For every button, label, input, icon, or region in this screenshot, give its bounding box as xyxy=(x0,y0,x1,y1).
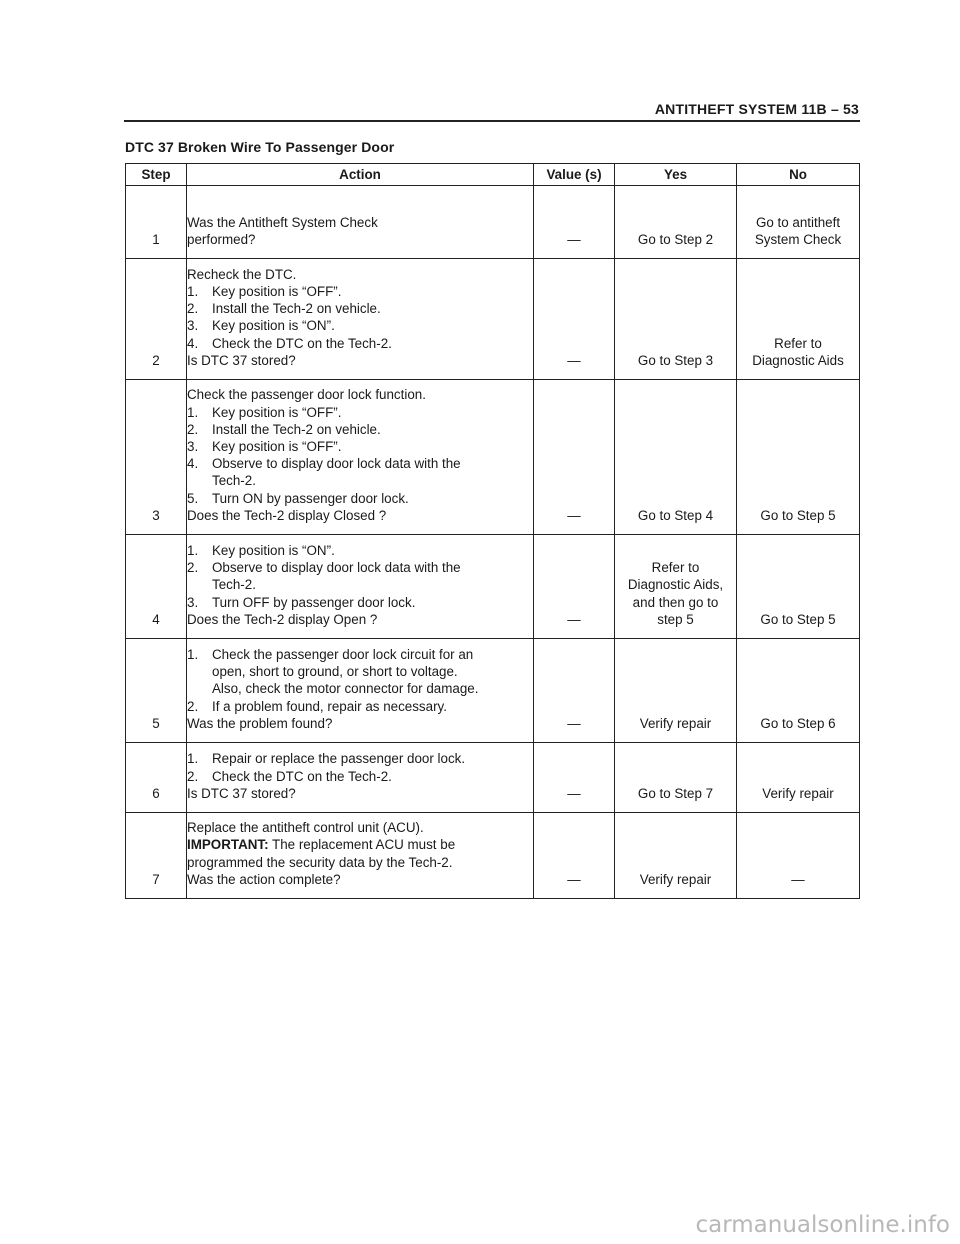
action-step-line: If a problem found, repair as necessary. xyxy=(212,698,447,714)
action-step-number: 1. xyxy=(187,542,199,558)
no-line: Verify repair xyxy=(762,785,834,801)
step-cell: 1 xyxy=(126,186,187,259)
action-step-line: Install the Tech-2 on vehicle. xyxy=(212,421,381,437)
action-step-line: Also, check the motor connector for damage. xyxy=(212,681,479,697)
value-cell: — xyxy=(534,639,615,743)
action-step-item xyxy=(187,438,533,455)
action-step-item xyxy=(187,559,533,593)
action-step-number: 1. xyxy=(187,283,199,299)
action-cell xyxy=(187,639,534,743)
action-cell xyxy=(187,380,534,535)
yes-line: Verify repair xyxy=(639,715,712,731)
important-label: IMPORTANT: xyxy=(187,837,269,853)
action-intro-line: Recheck the DTC. xyxy=(187,266,297,282)
action-step-line: Key position is “ON”. xyxy=(212,318,335,334)
yes-cell xyxy=(615,743,737,813)
value-cell: — xyxy=(534,186,615,259)
action-step-line: Observe to display door lock data with the xyxy=(212,560,461,576)
action-step-item xyxy=(187,300,533,317)
no-cell xyxy=(737,813,860,899)
action-step-item xyxy=(187,421,533,438)
action-step-line: Key position is “ON”. xyxy=(212,542,335,558)
action-step-text xyxy=(212,455,533,489)
action-step-number: 3. xyxy=(187,594,199,610)
yes-line: Go to Step 3 xyxy=(637,352,714,368)
value-cell: — xyxy=(534,813,615,899)
no-cell xyxy=(737,535,860,639)
action-step-item xyxy=(187,646,533,698)
yes-line: Go to Step 2 xyxy=(637,231,714,247)
action-step-line: Tech-2. xyxy=(212,473,256,489)
table-row xyxy=(126,813,860,899)
action-step-text xyxy=(212,317,533,334)
watermark: carmanualsonline.info xyxy=(695,1212,950,1238)
action-step-number: 2. xyxy=(187,698,199,714)
table-row xyxy=(126,639,860,743)
no-line: Go to Step 6 xyxy=(760,715,836,731)
step-cell: 3 xyxy=(126,380,187,535)
action-step-number: 5. xyxy=(187,490,199,506)
action-step-number: 2. xyxy=(187,301,199,317)
action-step-number: 1. xyxy=(187,404,199,420)
yes-line: and then go to xyxy=(632,594,719,610)
action-step-item xyxy=(187,698,533,715)
action-cell xyxy=(187,813,534,899)
step-cell: 5 xyxy=(126,639,187,743)
table-row xyxy=(126,259,860,380)
action-step-item xyxy=(187,594,533,611)
action-step-item xyxy=(187,455,533,489)
action-step-number: 1. xyxy=(187,751,199,767)
action-step-item xyxy=(187,768,533,785)
action-step-line: Turn OFF by passenger door lock. xyxy=(212,594,416,610)
table-row xyxy=(126,380,860,535)
yes-cell xyxy=(615,259,737,380)
action-cell xyxy=(187,743,534,813)
action-step-line: open, short to ground, or short to voltage. xyxy=(212,664,458,680)
action-step-text xyxy=(212,421,533,438)
column-header-value: Value (s) xyxy=(534,164,615,186)
column-header-step: Step xyxy=(126,164,187,186)
table-row xyxy=(126,186,860,259)
action-step-line: Key position is “OFF”. xyxy=(212,283,342,299)
yes-line: Refer to xyxy=(651,560,700,576)
column-header-no: No xyxy=(737,164,860,186)
action-step-number: 2. xyxy=(187,768,199,784)
action-step-number: 2. xyxy=(187,421,199,437)
value-cell: — xyxy=(534,743,615,813)
table-header-row xyxy=(126,164,860,186)
action-question: Is DTC 37 stored? xyxy=(187,785,296,801)
action-step-line: Tech-2. xyxy=(212,577,256,593)
action-cell xyxy=(187,186,534,259)
no-line: — xyxy=(791,871,805,887)
table-body xyxy=(126,186,860,899)
column-header-action: Action xyxy=(187,164,534,186)
no-line: Go to Step 5 xyxy=(760,611,836,627)
table-row xyxy=(126,535,860,639)
value-cell: — xyxy=(534,380,615,535)
no-cell xyxy=(737,743,860,813)
no-cell xyxy=(737,259,860,380)
action-step-item xyxy=(187,283,533,300)
action-step-number: 2. xyxy=(187,560,199,576)
important-note xyxy=(187,836,533,853)
yes-line: Diagnostic Aids, xyxy=(627,577,724,593)
action-step-line: Key position is “OFF”. xyxy=(212,438,342,454)
no-line: Diagnostic Aids xyxy=(752,352,844,368)
page-title: DTC 37 Broken Wire To Passenger Door xyxy=(125,139,395,155)
value-cell: — xyxy=(534,535,615,639)
important-text: The replacement ACU must be xyxy=(268,837,456,853)
action-step-line: Install the Tech-2 on vehicle. xyxy=(212,301,381,317)
action-step-number: 4. xyxy=(187,456,199,472)
action-step-item xyxy=(187,542,533,559)
action-step-item xyxy=(187,404,533,421)
action-step-item xyxy=(187,317,533,334)
action-question: Does the Tech-2 display Open ? xyxy=(187,611,378,627)
yes-line: Verify repair xyxy=(639,871,712,887)
action-step-line: Key position is “OFF”. xyxy=(212,404,342,420)
action-step-number: 1. xyxy=(187,646,199,662)
action-step-item xyxy=(187,335,533,352)
action-question: Was the action complete? xyxy=(187,871,341,887)
action-cell xyxy=(187,259,534,380)
value-cell: — xyxy=(534,259,615,380)
action-step-text xyxy=(212,646,533,698)
yes-cell xyxy=(615,380,737,535)
action-step-text xyxy=(212,750,533,767)
action-question: Was the problem found? xyxy=(187,715,333,731)
action-step-number: 3. xyxy=(187,438,199,454)
yes-line: Go to Step 7 xyxy=(637,785,714,801)
action-step-line: Check the DTC on the Tech-2. xyxy=(212,335,392,351)
step-cell: 4 xyxy=(126,535,187,639)
action-note-line: programmed the security data by the Tech-2. xyxy=(187,854,453,870)
action-step-text xyxy=(212,404,533,421)
no-cell xyxy=(737,380,860,535)
header-rule xyxy=(124,120,860,122)
action-step-number: 3. xyxy=(187,318,199,334)
action-step-number: 4. xyxy=(187,335,199,351)
step-cell: 2 xyxy=(126,259,187,380)
action-step-text xyxy=(212,283,533,300)
action-intro-line: Was the Antitheft System Check xyxy=(187,214,378,230)
no-line: Go to Step 5 xyxy=(760,507,836,523)
action-step-line: Check the DTC on the Tech-2. xyxy=(212,768,392,784)
yes-cell xyxy=(615,813,737,899)
table-row xyxy=(126,743,860,813)
action-question: Does the Tech-2 display Closed ? xyxy=(187,507,387,523)
column-header-yes: Yes xyxy=(615,164,737,186)
running-header: ANTITHEFT SYSTEM 11B – 53 xyxy=(654,101,859,117)
action-intro-line: Replace the antitheft control unit (ACU). xyxy=(187,820,424,836)
action-step-text xyxy=(212,559,533,593)
action-step-text xyxy=(212,594,533,611)
action-step-text xyxy=(212,438,533,455)
step-cell: 7 xyxy=(126,813,187,899)
action-step-text xyxy=(212,300,533,317)
yes-cell xyxy=(615,535,737,639)
action-step-text xyxy=(212,768,533,785)
action-step-line: Turn ON by passenger door lock. xyxy=(212,490,409,506)
action-step-text xyxy=(212,698,533,715)
yes-line: step 5 xyxy=(657,611,694,627)
action-step-text xyxy=(212,490,533,507)
yes-cell xyxy=(615,186,737,259)
action-intro-line: performed? xyxy=(187,231,256,247)
action-intro-line: Check the passenger door lock function. xyxy=(187,387,426,403)
no-line: System Check xyxy=(754,231,842,247)
action-question: Is DTC 37 stored? xyxy=(187,352,296,368)
diagnostic-table xyxy=(125,163,860,899)
yes-line: Go to Step 4 xyxy=(637,507,714,523)
action-step-item xyxy=(187,750,533,767)
no-line: Refer to xyxy=(774,335,822,351)
no-line: Go to antitheft xyxy=(755,214,841,230)
action-step-text xyxy=(212,335,533,352)
step-cell: 6 xyxy=(126,743,187,813)
action-step-line: Check the passenger door lock circuit for an xyxy=(212,646,474,662)
action-step-item xyxy=(187,490,533,507)
action-step-text xyxy=(212,542,533,559)
no-cell xyxy=(737,186,860,259)
no-cell xyxy=(737,639,860,743)
action-cell xyxy=(187,535,534,639)
action-step-line: Observe to display door lock data with the xyxy=(212,456,461,472)
action-step-line: Repair or replace the passenger door lock. xyxy=(212,751,466,767)
yes-cell xyxy=(615,639,737,743)
